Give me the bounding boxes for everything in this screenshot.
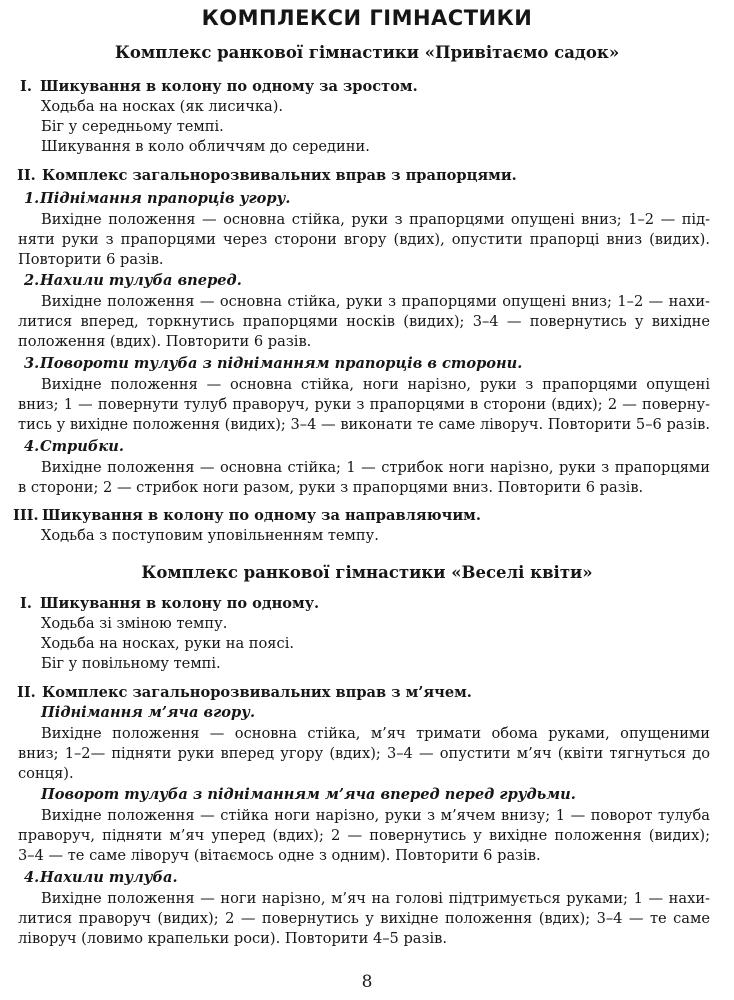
part-heading: Комплекс загальнорозвивальних вправ з прапорцями. bbox=[42, 167, 517, 184]
text-line: ліворуч (ловимо крапельки роси). Повторити 4–5 разів. bbox=[18, 930, 447, 947]
text-line: литися праворуч (видих); 2 — повернутись у вихідне положення (вдих); 3–4 — те саме bbox=[18, 910, 710, 927]
exercise-number: 4. bbox=[24, 869, 40, 886]
page-title: КОМПЛЕКСИ ГІМНАСТИКИ bbox=[201, 6, 533, 30]
text-line: Вихідне положення — основна стійка, м’яч тримати обома руками, опущеними bbox=[41, 725, 710, 742]
text-line: Вихідне положення — ноги нарізно, м’яч на голові підтримується руками; 1 — нахи- bbox=[41, 890, 710, 907]
line: Ходьба на носках (як лисичка). bbox=[41, 98, 284, 115]
roman-numeral: I. bbox=[20, 78, 32, 95]
text-line: в сторони; 2 — стрибок ноги разом, руки з прапорцями вниз. Повторити 6 разів. bbox=[18, 479, 644, 496]
line: Ходьба з поступовим уповільненням темпу. bbox=[41, 527, 379, 544]
exercise-name: Нахили тулуба. bbox=[40, 869, 178, 886]
part-heading: Шикування в колону по одному за зростом. bbox=[40, 78, 418, 95]
exercise-title bbox=[24, 271, 714, 291]
text-line: 3–4 — те саме ліворуч (вітаємось одне з одним). Повторити 6 разів. bbox=[18, 847, 541, 864]
roman-numeral: III. bbox=[13, 507, 39, 524]
complex1-part2 bbox=[17, 166, 707, 186]
text-line: Повторити 6 разів. bbox=[18, 251, 164, 268]
exercise-number: 4. bbox=[24, 438, 40, 455]
text-line: няти руки з прапорцями через сторони вгору (вдих), опустити прапорці вниз (видих). bbox=[18, 231, 710, 248]
exercise-name: Піднімання прапорців угору. bbox=[40, 190, 291, 207]
text-line: Вихідне положення — стійка ноги нарізно, руки з м’ячем внизу; 1 — поворот тулуба bbox=[41, 807, 710, 824]
line: Біг у середньому темпі. bbox=[41, 118, 224, 135]
exercise-title bbox=[24, 437, 714, 457]
text-line: Вихідне положення — основна стійка, руки з прапорцями опущені вниз; 1–2 — нахи- bbox=[41, 293, 710, 310]
complex2-part1 bbox=[20, 594, 710, 614]
text-line: литися вперед, торкнутись прапорцями носків (видих); 3–4 — повернутись у вихідне bbox=[18, 313, 710, 330]
complex1-part1 bbox=[20, 77, 710, 97]
text-line: сонця). bbox=[18, 765, 74, 782]
line: Ходьба на носках, руки на поясі. bbox=[41, 635, 294, 652]
exercise-number: 1. bbox=[24, 190, 40, 207]
line: Шикування в коло обличчям до середини. bbox=[41, 138, 370, 155]
text-line: положення (вдих). Повторити 6 разів. bbox=[18, 333, 312, 350]
complex1-part3 bbox=[13, 506, 703, 526]
line: Ходьба зі зміною темпу. bbox=[41, 615, 228, 632]
exercise-number: 3. bbox=[24, 355, 40, 372]
part-heading: Шикування в колону по одному за направляючим. bbox=[42, 507, 481, 524]
text-line: вниз; 1 — повернути тулуб праворуч, руки з прапорцями в сторони (вдих); 2 — поверну- bbox=[18, 396, 710, 413]
exercise-name: Повороти тулуба з підніманням прапорців в сторони. bbox=[40, 355, 523, 372]
text-line: тись у вихідне положення (видих); 3–4 — виконати те саме ліворуч. Повторити 5–6 разів. bbox=[18, 416, 710, 433]
text-line: праворуч, підняти м’яч уперед (вдих); 2 — повернутись у вихідне положення (видих); bbox=[18, 827, 710, 844]
exercise-title bbox=[24, 354, 714, 374]
text-line: вниз; 1–2— підняти руки вперед угору (вдих); 3–4 — опустити м’яч (квіти тягнуться до bbox=[18, 745, 710, 762]
complex1-title: Комплекс ранкової гімнастики «Привітаємо садок» bbox=[114, 43, 620, 62]
exercise-name: Стрибки. bbox=[40, 438, 124, 455]
roman-numeral: II. bbox=[17, 684, 36, 701]
page-number: 8 bbox=[361, 972, 373, 992]
roman-numeral: II. bbox=[17, 167, 36, 184]
text-line: Вихідне положення — основна стійка, ноги нарізно, руки з прапорцями опущені bbox=[41, 376, 710, 393]
text-line: Вихідне положення — основна стійка; 1 — стрибок ноги нарізно, руки з прапорцями bbox=[41, 459, 710, 476]
exercise-name: Піднімання м’яча вгору. bbox=[41, 704, 256, 721]
exercise-title bbox=[24, 868, 714, 888]
part-heading: Комплекс загальнорозвивальних вправ з м’ячем. bbox=[42, 684, 472, 701]
exercise-number: 2. bbox=[24, 272, 40, 289]
exercise-title bbox=[24, 189, 714, 209]
complex2-title: Комплекс ранкової гімнастики «Веселі квіти» bbox=[141, 563, 593, 582]
line: Біг у повільному темпі. bbox=[41, 655, 221, 672]
exercise-name: Нахили тулуба вперед. bbox=[40, 272, 242, 289]
part-heading: Шикування в колону по одному. bbox=[40, 595, 320, 612]
exercise-name: Поворот тулуба з підніманням м’яча вперед перед грудьми. bbox=[41, 786, 576, 803]
text-line: Вихідне положення — основна стійка, руки з прапорцями опущені вниз; 1–2 — під- bbox=[41, 211, 710, 228]
complex2-part2 bbox=[17, 683, 707, 703]
roman-numeral: I. bbox=[20, 595, 32, 612]
